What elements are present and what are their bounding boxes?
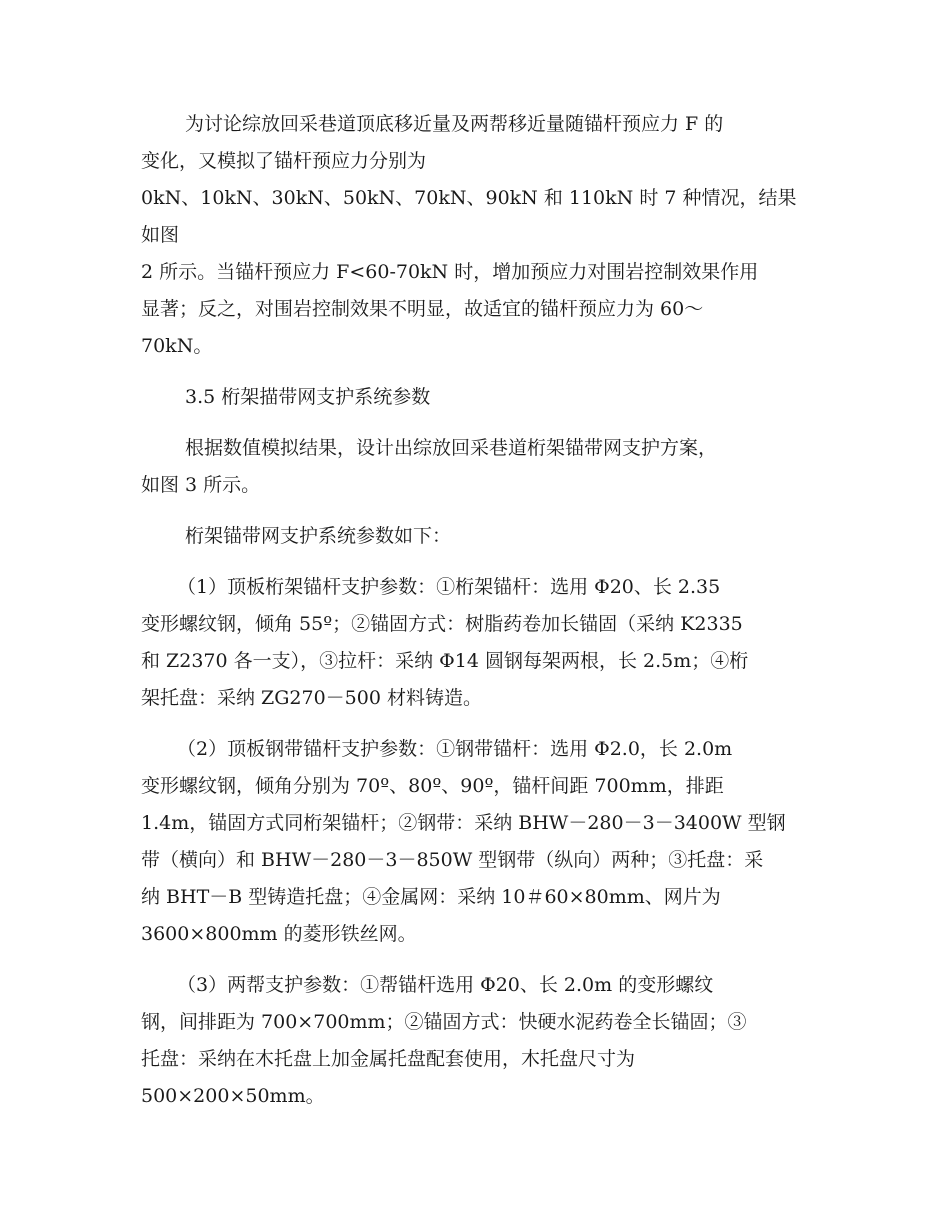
text-line: 500×200×50mm。 <box>141 1085 325 1107</box>
text-line: 为讨论综放回采巷道顶底移近量及两帮移近量随锚杆预应力 F 的 <box>185 113 724 135</box>
text-line: （1）顶板桁架锚杆支护参数：①桁架锚杆：选用 Φ20、长 2.35 <box>177 576 721 598</box>
text-line: 托盘：采纳在木托盘上加金属托盘配套使用，木托盘尺寸为 <box>141 1048 636 1070</box>
text-line: 根据数值模拟结果，设计出综放回采巷道桁架锚带网支护方案， <box>185 437 718 459</box>
paragraph-parameters-intro <box>141 518 809 555</box>
text-line: 0kN、10kN、30kN、50kN、70kN、90kN 和 110kN 时 7 种情况，结果如图 <box>141 187 797 246</box>
text-line: 变形螺纹钢，倾角 55º；②锚固方式：树脂药卷加长锚固（采纳 K2335 <box>141 613 743 635</box>
document-body <box>141 106 809 1115</box>
paragraph-roof-truss-params <box>141 569 809 717</box>
text-line: 桁架锚带网支护系统参数如下： <box>185 525 452 547</box>
text-line: 变形螺纹钢，倾角分别为 70º、80º、90º，锚杆间距 700mm，排距 <box>141 775 724 797</box>
text-line: 钢，间排距为 700×700mm；②锚固方式：快硬水泥药卷全长锚固；③ <box>141 1011 747 1033</box>
paragraph-design-scheme <box>141 430 809 504</box>
text-line: 架托盘：采纳 ZG270－500 材料铸造。 <box>141 687 482 709</box>
text-line: 70kN。 <box>141 335 213 357</box>
text-line: 显著；反之，对围岩控制效果不明显，故适宜的锚杆预应力为 60～ <box>141 298 704 320</box>
paragraph-side-support-params <box>141 967 809 1115</box>
text-line: 2 所示。当锚杆预应力 F<60-70kN 时，增加预应力对围岩控制效果作用 <box>141 261 759 283</box>
text-line: 带（横向）和 BHW－280－3－850W 型钢带（纵向）两种；③托盘：采 <box>141 849 764 871</box>
heading-line: 3.5 桁架描带网支护系统参数 <box>185 386 431 408</box>
section-heading <box>141 379 809 416</box>
text-line: 变化，又模拟了锚杆预应力分别为 <box>141 150 427 172</box>
text-line: 如图 3 所示。 <box>141 474 261 496</box>
text-line: （2）顶板钢带锚杆支护参数：①钢带锚杆：选用 Φ2.0，长 2.0m <box>177 738 733 760</box>
text-line: 1.4m，锚固方式同桁架锚杆；②钢带：采纳 BHW－280－3－3400W 型钢 <box>141 812 786 834</box>
paragraph-roof-steel-belt-params <box>141 731 809 953</box>
text-line: （3）两帮支护参数：①帮锚杆选用 Φ20、长 2.0m 的变形螺纹 <box>177 974 714 996</box>
text-line: 纳 BHT－B 型铸造托盘；④金属网：采纳 10＃60×80mm、网片为 <box>141 886 721 908</box>
text-line: 3600×800mm 的菱形铁丝网。 <box>141 923 417 945</box>
paragraph-anchor-prestress <box>141 106 809 365</box>
text-line: 和 Z2370 各一支），③拉杆：采纳 Φ14 圆钢每架两根，长 2.5m；④桁 <box>141 650 749 672</box>
